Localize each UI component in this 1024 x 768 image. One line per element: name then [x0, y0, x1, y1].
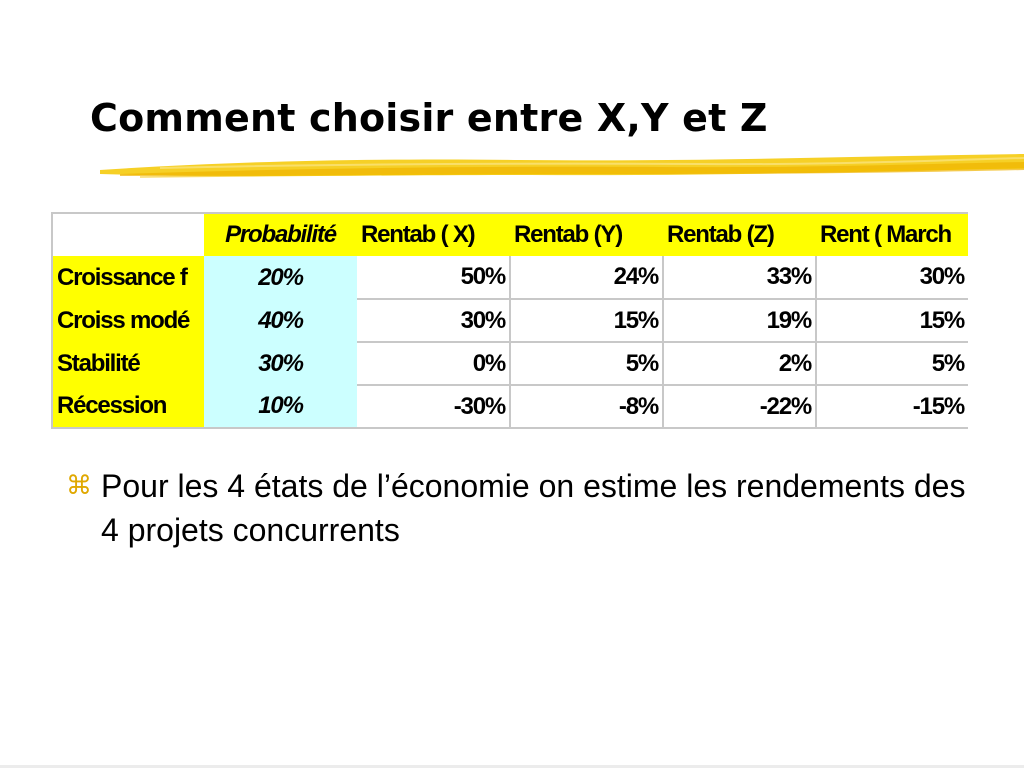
return-y-cell: -8%: [510, 385, 663, 428]
table-header-rent-marche: Rent ( March: [816, 213, 968, 256]
table-row: [52, 385, 968, 428]
table-header-rentab-y: Rentab (Y): [510, 213, 663, 256]
return-market-cell: 30%: [816, 256, 968, 299]
table-header-probability: Probabilité: [204, 213, 357, 256]
return-x-cell: 30%: [357, 299, 510, 342]
table-row: [52, 299, 968, 342]
return-x-cell: 0%: [357, 342, 510, 385]
return-z-cell: 19%: [663, 299, 816, 342]
bullet-item: [66, 464, 966, 552]
economy-state-cell: Stabilité: [52, 342, 204, 385]
return-market-cell: 15%: [816, 299, 968, 342]
table-header-rentab-z: Rentab (Z): [663, 213, 816, 256]
return-y-cell: 5%: [510, 342, 663, 385]
return-z-cell: 2%: [663, 342, 816, 385]
table-row: [52, 256, 968, 299]
return-y-cell: 24%: [510, 256, 663, 299]
probability-cell: 40%: [204, 299, 357, 342]
table-row: [52, 342, 968, 385]
table-header-row: [52, 213, 968, 256]
return-z-cell: 33%: [663, 256, 816, 299]
probability-cell: 20%: [204, 256, 357, 299]
return-z-cell: -22%: [663, 385, 816, 428]
return-y-cell: 15%: [510, 299, 663, 342]
return-x-cell: -30%: [357, 385, 510, 428]
table-header-rentab-x: Rentab ( X): [357, 213, 510, 256]
bullet-text: Pour les 4 états de l’économie on estime les rendements des 4 projets concurrents: [101, 468, 966, 548]
probability-cell: 30%: [204, 342, 357, 385]
probability-cell: 10%: [204, 385, 357, 428]
table-header-corner: [52, 213, 204, 256]
economy-state-cell: Croissance f: [52, 256, 204, 299]
return-x-cell: 50%: [357, 256, 510, 299]
title-underline-brush: [100, 148, 1024, 188]
return-market-cell: -15%: [816, 385, 968, 428]
z-bullet-icon: ⌘: [66, 471, 92, 501]
economy-state-cell: Récession: [52, 385, 204, 428]
slide-title: Comment choisir entre X,Y et Z: [90, 96, 768, 140]
returns-table-container: [51, 212, 968, 438]
economy-state-cell: Croiss modé: [52, 299, 204, 342]
return-market-cell: 5%: [816, 342, 968, 385]
returns-table: [51, 212, 968, 429]
